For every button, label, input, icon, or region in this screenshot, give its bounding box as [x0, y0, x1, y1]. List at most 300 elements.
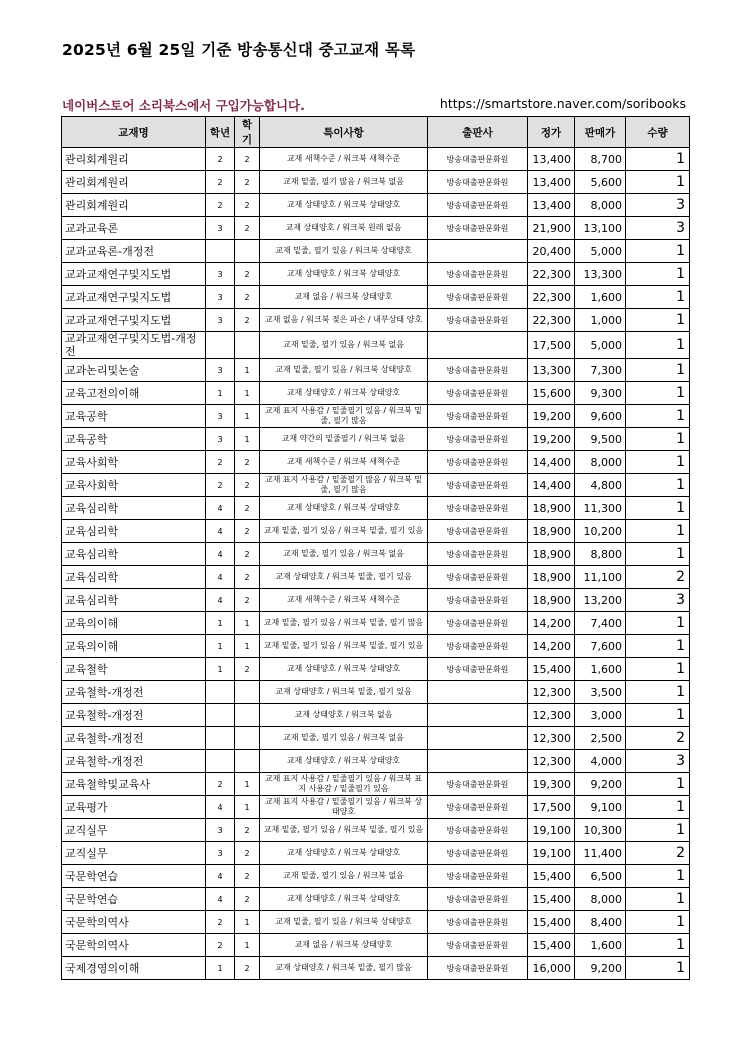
sale-price-cell: 8,700: [575, 148, 626, 171]
grade-cell: 4: [206, 566, 235, 589]
grade-cell: 2: [206, 171, 235, 194]
term-cell: 2: [235, 451, 260, 474]
table-row: [62, 612, 690, 635]
sale-price-cell: 9,500: [575, 428, 626, 451]
publisher-cell: 방송대출판문화원: [428, 405, 528, 428]
publisher-cell: 방송대출판문화원: [428, 796, 528, 819]
table-row: [62, 240, 690, 263]
grade-cell: 2: [206, 451, 235, 474]
table-row: [62, 888, 690, 911]
grade-cell: 4: [206, 888, 235, 911]
condition-note-cell: 교재 상태양호 / 워크북 밑줄, 필기 많음: [260, 957, 428, 980]
publisher-cell: 방송대출판문화원: [428, 286, 528, 309]
quantity-cell: 1: [626, 658, 690, 681]
publisher-cell: 방송대출판문화원: [428, 263, 528, 286]
quantity-cell: 1: [626, 359, 690, 382]
grade-cell: 3: [206, 359, 235, 382]
table-row: [62, 497, 690, 520]
term-cell: 2: [235, 957, 260, 980]
publisher-cell: 방송대출판문화원: [428, 589, 528, 612]
publisher-cell: 방송대출판문화원: [428, 566, 528, 589]
condition-note-cell: 교재 밑줄, 필기 있음 / 워크북 없음: [260, 332, 428, 359]
table-row: [62, 171, 690, 194]
textbook-name-cell: 교육심리학: [62, 520, 206, 543]
quantity-cell: 1: [626, 520, 690, 543]
grade-cell: 2: [206, 148, 235, 171]
quantity-cell: 2: [626, 727, 690, 750]
list-price-cell: 18,900: [528, 520, 575, 543]
sale-price-cell: 3,500: [575, 681, 626, 704]
quantity-cell: 1: [626, 612, 690, 635]
publisher-cell: 방송대출판문화원: [428, 612, 528, 635]
term-cell: 2: [235, 309, 260, 332]
condition-note-cell: 교재 상태양호 / 워크북 상태양호: [260, 382, 428, 405]
publisher-cell: 방송대출판문화원: [428, 819, 528, 842]
textbook-name-cell: 교과교재연구및지도법: [62, 286, 206, 309]
grade-cell: [206, 750, 235, 773]
textbook-name-cell: 교육공학: [62, 405, 206, 428]
list-price-cell: 19,200: [528, 405, 575, 428]
condition-note-cell: 교재 상태양호 / 워크북 없음: [260, 704, 428, 727]
textbook-name-cell: 국문학연습: [62, 888, 206, 911]
term-cell: 2: [235, 217, 260, 240]
sale-price-cell: 10,200: [575, 520, 626, 543]
term-cell: 2: [235, 589, 260, 612]
condition-note-cell: 교재 밑줄, 필기 있음 / 워크북 밑줄, 필기 많음: [260, 612, 428, 635]
textbook-name-cell: 교직실무: [62, 819, 206, 842]
list-price-cell: 13,400: [528, 171, 575, 194]
table-row: [62, 263, 690, 286]
grade-cell: 2: [206, 773, 235, 796]
table-row: [62, 796, 690, 819]
publisher-cell: 방송대출판문화원: [428, 359, 528, 382]
textbook-name-cell: 교육철학: [62, 658, 206, 681]
condition-note-cell: 교재 밑줄, 필기 있음 / 워크북 없음: [260, 865, 428, 888]
sale-price-cell: 9,100: [575, 796, 626, 819]
table-row: [62, 704, 690, 727]
term-cell: [235, 750, 260, 773]
quantity-cell: 1: [626, 263, 690, 286]
table-row: [62, 589, 690, 612]
table-row: [62, 842, 690, 865]
col-header-qty: 수량: [626, 117, 690, 148]
textbook-name-cell: 교육철학및교육사: [62, 773, 206, 796]
publisher-cell: 방송대출판문화원: [428, 309, 528, 332]
quantity-cell: 1: [626, 543, 690, 566]
quantity-cell: 1: [626, 888, 690, 911]
col-header-term: 학기: [235, 117, 260, 148]
term-cell: [235, 704, 260, 727]
table-row: [62, 217, 690, 240]
condition-note-cell: 교재 약간의 밑줄필기 / 워크북 없음: [260, 428, 428, 451]
term-cell: 2: [235, 520, 260, 543]
condition-note-cell: 교재 상태양호 / 워크북 밑줄, 필기 있음: [260, 566, 428, 589]
quantity-cell: 1: [626, 428, 690, 451]
sale-price-cell: 5,000: [575, 332, 626, 359]
list-price-cell: 13,400: [528, 148, 575, 171]
sale-price-cell: 13,100: [575, 217, 626, 240]
textbook-name-cell: 관리회계원리: [62, 171, 206, 194]
grade-cell: 1: [206, 612, 235, 635]
publisher-cell: 방송대출판문화원: [428, 382, 528, 405]
term-cell: [235, 681, 260, 704]
quantity-cell: 1: [626, 497, 690, 520]
table-row: [62, 750, 690, 773]
sale-price-cell: 8,400: [575, 911, 626, 934]
term-cell: 1: [235, 359, 260, 382]
quantity-cell: 1: [626, 332, 690, 359]
textbook-name-cell: 교육의이해: [62, 635, 206, 658]
condition-note-cell: 교재 상태양호 / 워크북 상태양호: [260, 194, 428, 217]
col-header-grade: 학년: [206, 117, 235, 148]
list-price-cell: 15,400: [528, 911, 575, 934]
sale-price-cell: 9,300: [575, 382, 626, 405]
list-price-cell: 18,900: [528, 589, 575, 612]
condition-note-cell: 교재 상태양호 / 워크북 상태양호: [260, 888, 428, 911]
condition-note-cell: 교재 표지 사용감 / 밑줄필기 많음 / 워크북 밑줄, 필기 많음: [260, 474, 428, 497]
publisher-cell: [428, 727, 528, 750]
table-row: [62, 405, 690, 428]
col-header-publisher: 출판사: [428, 117, 528, 148]
sale-price-cell: 11,300: [575, 497, 626, 520]
table-row: [62, 934, 690, 957]
textbook-name-cell: 교육심리학: [62, 566, 206, 589]
quantity-cell: 2: [626, 566, 690, 589]
page-title: 2025년 6월 25일 기준 방송통신대 중고교재 목록: [62, 41, 416, 59]
list-price-cell: 14,200: [528, 635, 575, 658]
publisher-cell: 방송대출판문화원: [428, 217, 528, 240]
textbook-name-cell: 교육심리학: [62, 543, 206, 566]
condition-note-cell: 교재 상태양호 / 워크북 상태양호: [260, 842, 428, 865]
quantity-cell: 3: [626, 194, 690, 217]
textbook-name-cell: 교육철학-개정전: [62, 727, 206, 750]
table-row: [62, 474, 690, 497]
publisher-cell: [428, 240, 528, 263]
grade-cell: 1: [206, 658, 235, 681]
list-price-cell: 18,900: [528, 543, 575, 566]
list-price-cell: 18,900: [528, 497, 575, 520]
quantity-cell: 3: [626, 750, 690, 773]
term-cell: 2: [235, 171, 260, 194]
condition-note-cell: 교재 표지 사용감 / 밑줄필기 있음 / 워크북 표지 사용감 / 밑줄필기 있음: [260, 773, 428, 796]
list-price-cell: 19,100: [528, 819, 575, 842]
table-row: [62, 681, 690, 704]
sale-price-cell: 9,600: [575, 405, 626, 428]
textbook-name-cell: 교직실무: [62, 842, 206, 865]
term-cell: 2: [235, 543, 260, 566]
term-cell: 2: [235, 263, 260, 286]
quantity-cell: 1: [626, 934, 690, 957]
list-price-cell: 13,300: [528, 359, 575, 382]
publisher-cell: 방송대출판문화원: [428, 497, 528, 520]
publisher-cell: 방송대출판문화원: [428, 934, 528, 957]
list-price-cell: 22,300: [528, 309, 575, 332]
list-price-cell: 14,400: [528, 474, 575, 497]
condition-note-cell: 교재 상태양호 / 워크북 상태양호: [260, 750, 428, 773]
table-row: [62, 428, 690, 451]
col-header-note: 특이사항: [260, 117, 428, 148]
textbook-name-cell: 교과논리및논술: [62, 359, 206, 382]
condition-note-cell: 교재 상태양호 / 워크북 상태양호: [260, 658, 428, 681]
sale-price-cell: 8,000: [575, 451, 626, 474]
quantity-cell: 1: [626, 148, 690, 171]
term-cell: 2: [235, 566, 260, 589]
publisher-cell: 방송대출판문화원: [428, 911, 528, 934]
grade-cell: [206, 240, 235, 263]
list-price-cell: 17,500: [528, 796, 575, 819]
condition-note-cell: 교재 상태양호 / 워크북 상태양호: [260, 497, 428, 520]
grade-cell: 3: [206, 217, 235, 240]
term-cell: 1: [235, 612, 260, 635]
list-price-cell: 15,400: [528, 865, 575, 888]
term-cell: 1: [235, 382, 260, 405]
publisher-cell: 방송대출판문화원: [428, 148, 528, 171]
publisher-cell: [428, 704, 528, 727]
quantity-cell: 3: [626, 589, 690, 612]
condition-note-cell: 교재 표지 사용감 / 밑줄필기 있음 / 워크북 밑줄, 필기 많음: [260, 405, 428, 428]
term-cell: 2: [235, 865, 260, 888]
grade-cell: 3: [206, 819, 235, 842]
table-row: [62, 148, 690, 171]
textbook-name-cell: 교육평가: [62, 796, 206, 819]
condition-note-cell: 교재 없음 / 워크북 젖은 파손 / 내부상태 양호: [260, 309, 428, 332]
sale-price-cell: 5,600: [575, 171, 626, 194]
table-row: [62, 911, 690, 934]
col-header-sale-price: 판매가: [575, 117, 626, 148]
publisher-cell: 방송대출판문화원: [428, 888, 528, 911]
grade-cell: 2: [206, 194, 235, 217]
term-cell: 2: [235, 148, 260, 171]
grade-cell: 4: [206, 865, 235, 888]
sale-price-cell: 5,000: [575, 240, 626, 263]
grade-cell: 1: [206, 635, 235, 658]
grade-cell: [206, 332, 235, 359]
table-row: [62, 286, 690, 309]
term-cell: 2: [235, 819, 260, 842]
sale-price-cell: 13,300: [575, 263, 626, 286]
textbook-name-cell: 교육의이해: [62, 612, 206, 635]
sale-price-cell: 8,000: [575, 888, 626, 911]
term-cell: 1: [235, 635, 260, 658]
textbook-name-cell: 교육고전의이해: [62, 382, 206, 405]
list-price-cell: 15,600: [528, 382, 575, 405]
list-price-cell: 22,300: [528, 286, 575, 309]
table-row: [62, 865, 690, 888]
quantity-cell: 1: [626, 451, 690, 474]
table-header-row: [62, 117, 690, 148]
grade-cell: [206, 704, 235, 727]
textbook-name-cell: 교과교육론: [62, 217, 206, 240]
list-price-cell: 14,400: [528, 451, 575, 474]
condition-note-cell: 교재 표지 사용감 / 밑줄필기 있음 / 워크북 상태양호: [260, 796, 428, 819]
quantity-cell: 1: [626, 171, 690, 194]
list-price-cell: 17,500: [528, 332, 575, 359]
sale-price-cell: 13,200: [575, 589, 626, 612]
publisher-cell: 방송대출판문화원: [428, 474, 528, 497]
term-cell: 1: [235, 796, 260, 819]
condition-note-cell: 교재 밑줄, 필기 있음 / 워크북 상태양호: [260, 240, 428, 263]
quantity-cell: 1: [626, 405, 690, 428]
publisher-cell: 방송대출판문화원: [428, 658, 528, 681]
sale-price-cell: 1,000: [575, 309, 626, 332]
publisher-cell: 방송대출판문화원: [428, 865, 528, 888]
list-price-cell: 14,200: [528, 612, 575, 635]
textbook-name-cell: 교육철학-개정전: [62, 681, 206, 704]
grade-cell: [206, 727, 235, 750]
store-url[interactable]: https://smartstore.naver.com/soribooks: [439, 96, 686, 111]
sale-price-cell: 7,400: [575, 612, 626, 635]
sale-price-cell: 7,600: [575, 635, 626, 658]
sale-price-cell: 7,300: [575, 359, 626, 382]
grade-cell: 4: [206, 497, 235, 520]
grade-cell: 3: [206, 842, 235, 865]
quantity-cell: 1: [626, 704, 690, 727]
quantity-cell: 1: [626, 681, 690, 704]
condition-note-cell: 교재 밑줄, 필기 있음 / 워크북 상태양호: [260, 911, 428, 934]
condition-note-cell: 교재 없음 / 워크북 상태양호: [260, 286, 428, 309]
publisher-cell: 방송대출판문화원: [428, 543, 528, 566]
textbook-name-cell: 교육철학-개정전: [62, 704, 206, 727]
sale-price-cell: 11,400: [575, 842, 626, 865]
sale-price-cell: 11,100: [575, 566, 626, 589]
list-price-cell: 15,400: [528, 658, 575, 681]
publisher-cell: [428, 750, 528, 773]
publisher-cell: 방송대출판문화원: [428, 842, 528, 865]
grade-cell: 3: [206, 286, 235, 309]
grade-cell: [206, 681, 235, 704]
publisher-cell: 방송대출판문화원: [428, 957, 528, 980]
publisher-cell: 방송대출판문화원: [428, 428, 528, 451]
textbook-name-cell: 교육공학: [62, 428, 206, 451]
sale-price-cell: 1,600: [575, 658, 626, 681]
condition-note-cell: 교재 밑줄, 필기 있음 / 워크북 없음: [260, 727, 428, 750]
term-cell: [235, 240, 260, 263]
grade-cell: 3: [206, 263, 235, 286]
sale-price-cell: 4,800: [575, 474, 626, 497]
publisher-cell: 방송대출판문화원: [428, 171, 528, 194]
table-row: [62, 819, 690, 842]
textbook-name-cell: 교육심리학: [62, 497, 206, 520]
list-price-cell: 12,300: [528, 681, 575, 704]
condition-note-cell: 교재 새책수준 / 워크북 새책수준: [260, 451, 428, 474]
list-price-cell: 19,300: [528, 773, 575, 796]
table-row: [62, 451, 690, 474]
grade-cell: 2: [206, 911, 235, 934]
grade-cell: 4: [206, 796, 235, 819]
list-price-cell: 18,900: [528, 566, 575, 589]
condition-note-cell: 교재 밑줄, 필기 있음 / 워크북 밑줄, 필기 있음: [260, 635, 428, 658]
publisher-cell: 방송대출판문화원: [428, 451, 528, 474]
textbook-name-cell: 교육사회학: [62, 451, 206, 474]
list-price-cell: 19,200: [528, 428, 575, 451]
term-cell: 2: [235, 194, 260, 217]
sale-price-cell: 8,800: [575, 543, 626, 566]
term-cell: 2: [235, 658, 260, 681]
list-price-cell: 13,400: [528, 194, 575, 217]
publisher-cell: [428, 332, 528, 359]
sale-price-cell: 3,000: [575, 704, 626, 727]
condition-note-cell: 교재 새책수준 / 워크북 새책수준: [260, 589, 428, 612]
condition-note-cell: 교재 밑줄, 필기 있음 / 워크북 밑줄, 필기 있음: [260, 819, 428, 842]
list-price-cell: 21,900: [528, 217, 575, 240]
store-notice: 네이버스토어 소리북스에서 구입가능합니다.: [62, 98, 305, 113]
textbook-table: [61, 116, 690, 980]
textbook-name-cell: 교육사회학: [62, 474, 206, 497]
sale-price-cell: 9,200: [575, 773, 626, 796]
grade-cell: 2: [206, 934, 235, 957]
term-cell: 1: [235, 428, 260, 451]
quantity-cell: 1: [626, 286, 690, 309]
list-price-cell: 12,300: [528, 727, 575, 750]
table-row: [62, 520, 690, 543]
condition-note-cell: 교재 밑줄, 필기 많음 / 워크북 없음: [260, 171, 428, 194]
condition-note-cell: 교재 상태양호 / 워크북 밑줄, 필기 있음: [260, 681, 428, 704]
table-row: [62, 727, 690, 750]
grade-cell: 4: [206, 589, 235, 612]
list-price-cell: 19,100: [528, 842, 575, 865]
grade-cell: 2: [206, 474, 235, 497]
textbook-name-cell: 국문학의역사: [62, 911, 206, 934]
condition-note-cell: 교재 밑줄, 필기 있음 / 워크북 상태양호: [260, 359, 428, 382]
table-row: [62, 359, 690, 382]
sale-price-cell: 8,000: [575, 194, 626, 217]
sale-price-cell: 1,600: [575, 286, 626, 309]
quantity-cell: 1: [626, 796, 690, 819]
grade-cell: 4: [206, 520, 235, 543]
list-price-cell: 22,300: [528, 263, 575, 286]
quantity-cell: 3: [626, 217, 690, 240]
term-cell: 2: [235, 888, 260, 911]
quantity-cell: 1: [626, 957, 690, 980]
sale-price-cell: 10,300: [575, 819, 626, 842]
list-price-cell: 12,300: [528, 750, 575, 773]
sale-price-cell: 9,200: [575, 957, 626, 980]
list-price-cell: 12,300: [528, 704, 575, 727]
col-header-list-price: 정가: [528, 117, 575, 148]
table-row: [62, 543, 690, 566]
table-row: [62, 332, 690, 359]
term-cell: [235, 332, 260, 359]
textbook-name-cell: 관리회계원리: [62, 194, 206, 217]
term-cell: 2: [235, 474, 260, 497]
condition-note-cell: 교재 새책수준 / 워크북 새책수준: [260, 148, 428, 171]
textbook-name-cell: 교육심리학: [62, 589, 206, 612]
textbook-name-cell: 교과교육론-개정전: [62, 240, 206, 263]
textbook-name-cell: 국제경영의이해: [62, 957, 206, 980]
term-cell: [235, 727, 260, 750]
grade-cell: 3: [206, 405, 235, 428]
grade-cell: 3: [206, 428, 235, 451]
sale-price-cell: 1,600: [575, 934, 626, 957]
publisher-cell: [428, 681, 528, 704]
quantity-cell: 1: [626, 773, 690, 796]
table-row: [62, 382, 690, 405]
condition-note-cell: 교재 상태양호 / 워크북 원래 없음: [260, 217, 428, 240]
quantity-cell: 1: [626, 382, 690, 405]
list-price-cell: 15,400: [528, 934, 575, 957]
condition-note-cell: 교재 밑줄, 필기 있음 / 워크북 없음: [260, 543, 428, 566]
table-row: [62, 635, 690, 658]
term-cell: 1: [235, 934, 260, 957]
list-price-cell: 20,400: [528, 240, 575, 263]
publisher-cell: 방송대출판문화원: [428, 773, 528, 796]
condition-note-cell: 교재 상태양호 / 워크북 상태양호: [260, 263, 428, 286]
publisher-cell: 방송대출판문화원: [428, 194, 528, 217]
textbook-name-cell: 관리회계원리: [62, 148, 206, 171]
quantity-cell: 2: [626, 842, 690, 865]
grade-cell: 4: [206, 543, 235, 566]
quantity-cell: 1: [626, 240, 690, 263]
